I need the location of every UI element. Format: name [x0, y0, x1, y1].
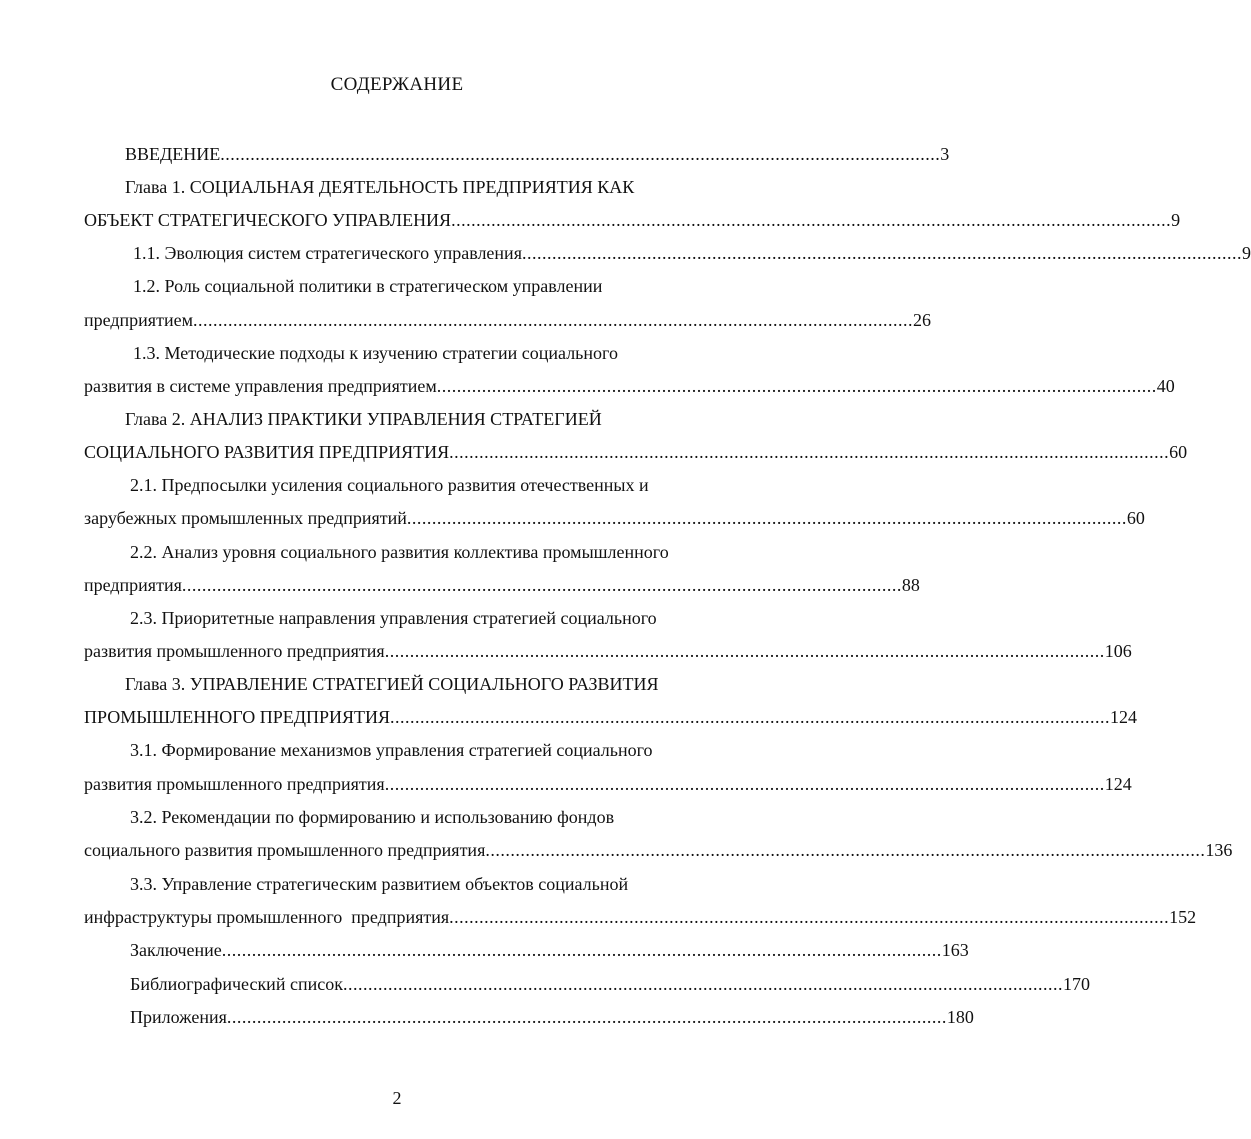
toc-entry-text: 1.3. Методические подходы к изучению стратегии социального: [133, 343, 618, 363]
toc-leader-dots: ................................................................................................................................................: [192, 310, 913, 330]
toc-page-number: 88: [901, 575, 920, 595]
toc-entry: [84, 704, 1138, 730]
toc-page-number: 60: [1126, 508, 1145, 528]
toc-page-number: 3: [940, 144, 950, 164]
toc-entry: [130, 937, 969, 963]
toc-leader-dots: ................................................................................................................................................: [342, 974, 1063, 994]
toc-page-number: 106: [1104, 641, 1132, 661]
toc-page-number: 163: [941, 940, 969, 960]
toc-entry-text: 1.2. Роль социальной политики в стратегическом управлении: [133, 276, 603, 296]
toc-entry-text: зарубежных промышленных предприятий: [84, 508, 407, 528]
toc-entry: [130, 605, 657, 631]
toc-entry: [84, 904, 1197, 930]
toc-leader-dots: ................................................................................................................................................: [406, 508, 1127, 528]
toc-entry: [130, 871, 628, 897]
toc-leader-dots: ................................................................................................................................................: [384, 774, 1105, 794]
toc-page-number: 124: [1104, 774, 1132, 794]
toc-entry-text: предприятия: [84, 575, 182, 595]
toc-entry-text: Приложения: [130, 1007, 227, 1027]
toc-page-number: 152: [1169, 907, 1197, 927]
toc-leader-dots: ................................................................................................................................................: [220, 144, 941, 164]
page-title: СОДЕРЖАНИЕ: [330, 74, 464, 95]
toc-entry-text: инфраструктуры промышленного предприятия: [84, 907, 450, 927]
toc-leader-dots: ................................................................................................................................................: [226, 1007, 947, 1027]
toc-entry: [84, 439, 1188, 465]
toc-entry-text: 3.1. Формирование механизмов управления стратегией социального: [130, 740, 653, 760]
toc-entry-text: СОЦИАЛЬНОГО РАЗВИТИЯ ПРЕДПРИЯТИЯ: [84, 442, 450, 462]
toc-page-number: 9: [1171, 210, 1181, 230]
toc-entry-text: Глава 3. УПРАВЛЕНИЕ СТРАТЕГИЕЙ СОЦИАЛЬНОГО РАЗВИТИЯ: [125, 674, 659, 694]
toc-entry: [125, 671, 659, 697]
page-number: 2: [392, 1088, 402, 1108]
toc-entry: [84, 771, 1132, 797]
toc-entry: [130, 472, 649, 498]
toc-entry-text: 3.3. Управление стратегическим развитием объектов социальной: [130, 874, 629, 894]
toc-leader-dots: ................................................................................................................................................: [390, 707, 1111, 727]
toc-entry: [84, 505, 1145, 531]
toc-page-number: 9: [1241, 243, 1251, 263]
toc-entry: [130, 539, 669, 565]
toc-entry: [84, 373, 1175, 399]
toc-entry-text: 2.2. Анализ уровня социального развития коллектива промышленного: [130, 542, 669, 562]
toc-entry: [84, 307, 931, 333]
toc-entry: [130, 737, 653, 763]
toc-entry-text: ВВЕДЕНИЕ: [125, 144, 221, 164]
toc-entry-text: Глава 1. СОЦИАЛЬНАЯ ДЕЯТЕЛЬНОСТЬ ПРЕДПРИЯТИЯ КАК: [125, 177, 635, 197]
toc-entry-text: ПРОМЫШЛЕННОГО ПРЕДПРИЯТИЯ: [84, 707, 391, 727]
toc-leader-dots: ................................................................................................................................................: [451, 210, 1172, 230]
toc-leader-dots: ................................................................................................................................................: [521, 243, 1242, 263]
toc-entry: [130, 804, 614, 830]
toc-entry-text: 3.2. Рекомендации по формированию и использованию фондов: [130, 807, 615, 827]
toc-entry: [84, 572, 920, 598]
toc-leader-dots: ................................................................................................................................................: [436, 376, 1157, 396]
toc-entry-text: 1.1. Эволюция систем стратегического управления: [133, 243, 522, 263]
toc-leader-dots: ................................................................................................................................................: [449, 907, 1170, 927]
toc-entry-text: Библиографический список: [130, 974, 343, 994]
toc-entry-text: 2.3. Приоритетные направления управления стратегией социального: [130, 608, 657, 628]
toc-entry: [130, 971, 1090, 997]
toc-entry: [84, 638, 1132, 664]
toc-page-number: 60: [1169, 442, 1188, 462]
toc-page-number: 170: [1062, 974, 1090, 994]
toc-leader-dots: ................................................................................................................................................: [181, 575, 902, 595]
toc-entry: [84, 837, 1233, 863]
toc-entry: [133, 340, 618, 366]
toc-page-number: 124: [1110, 707, 1138, 727]
toc-entry: [125, 406, 602, 432]
toc-entry: [125, 141, 950, 167]
toc-page-number: 136: [1205, 840, 1233, 860]
toc-page-number: 26: [912, 310, 931, 330]
toc-leader-dots: ................................................................................................................................................: [449, 442, 1170, 462]
toc-entry: [130, 1004, 974, 1030]
toc-entry-text: предприятием: [84, 310, 193, 330]
toc-entry-text: развития промышленного предприятия: [84, 774, 385, 794]
toc-entry: [125, 174, 634, 200]
toc-entry-text: 2.1. Предпосылки усиления социального развития отечественных и: [130, 475, 649, 495]
toc-page-number: 180: [946, 1007, 974, 1027]
toc-page-number: 40: [1156, 376, 1175, 396]
toc-entry-text: Заключение: [130, 940, 222, 960]
toc-entry-text: развития в системе управления предприятием: [84, 376, 437, 396]
toc-entry: [133, 240, 1251, 266]
toc-leader-dots: ................................................................................................................................................: [384, 641, 1105, 661]
toc-leader-dots: ................................................................................................................................................: [221, 940, 942, 960]
toc-entry-text: развития промышленного предприятия: [84, 641, 385, 661]
toc-leader-dots: ................................................................................................................................................: [485, 840, 1206, 860]
toc-entry-text: социального развития промышленного предприятия: [84, 840, 486, 860]
toc-entry: [84, 207, 1181, 233]
toc-entry: [133, 273, 602, 299]
toc-entry-text: Глава 2. АНАЛИЗ ПРАКТИКИ УПРАВЛЕНИЯ СТРАТЕГИЕЙ: [125, 409, 602, 429]
toc-entry-text: ОБЪЕКТ СТРАТЕГИЧЕСКОГО УПРАВЛЕНИЯ: [84, 210, 452, 230]
